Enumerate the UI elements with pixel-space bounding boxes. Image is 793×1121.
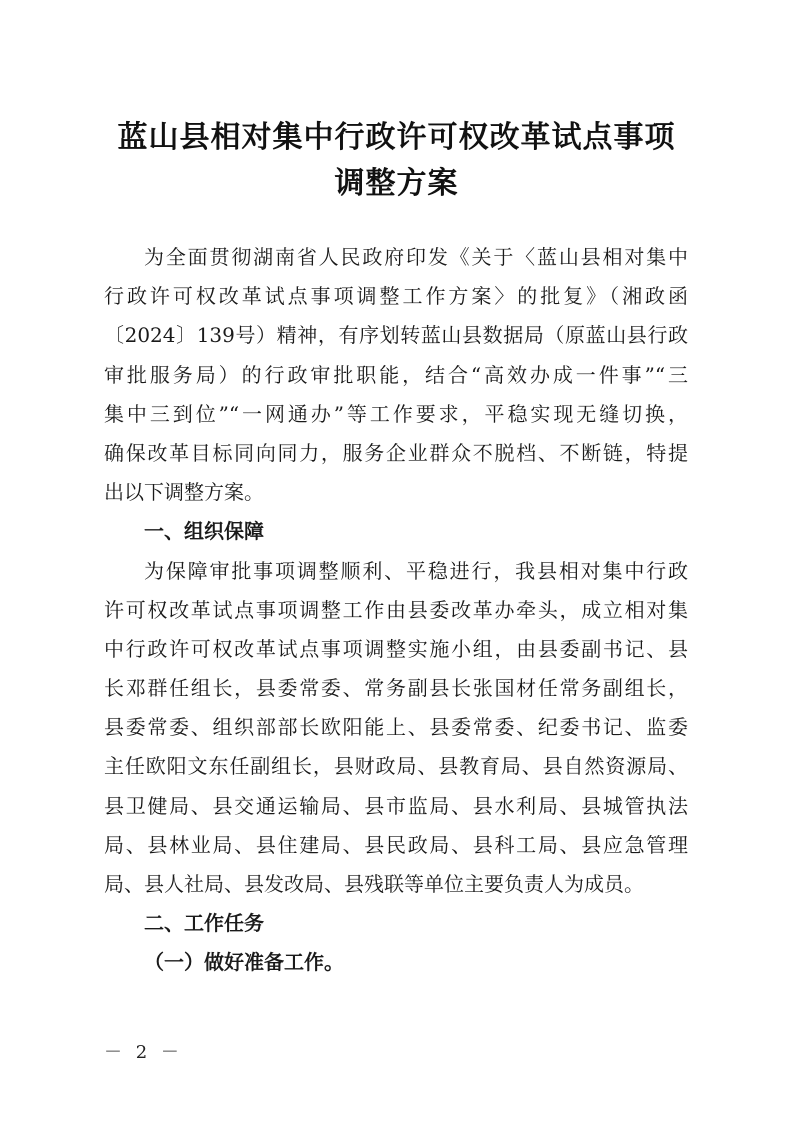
paragraph-2-line: 为保障审批事项调整顺利、平稳进行，我县相对集中行政 bbox=[144, 558, 688, 583]
document-title-line-2: 调整方案 bbox=[334, 166, 459, 201]
document-body bbox=[104, 238, 688, 983]
document-title-line-1: 蓝山县相对集中行政许可权改革试点事项 bbox=[117, 120, 676, 155]
paragraph-1-line: 出以下调整方案。 bbox=[104, 480, 264, 505]
paragraph-2-line: 许可权改革试点事项调整工作由县委改革办牵头，成立相对集 bbox=[104, 597, 688, 622]
paragraph-2-line: 县委常委、组织部部长欧阳能上、县委常委、纪委书记、监委 bbox=[104, 715, 688, 740]
paragraph-1-line: 集中三到位”“一网通办”等工作要求，平稳实现无缝切换， bbox=[104, 401, 688, 426]
paragraph-1-line: 审批服务局）的行政审批职能，结合“高效办成一件事”“三 bbox=[104, 362, 688, 387]
paragraph-1-line: 行政许可权改革试点事项调整工作方案〉的批复》（湘政函 bbox=[104, 284, 688, 309]
paragraph-1-line: 确保改革目标同向同力，服务企业群众不脱档、不断链，特提 bbox=[104, 440, 688, 465]
paragraph-2-line: 县卫健局、县交通运输局、县市监局、县水利局、县城管执法 bbox=[104, 793, 688, 818]
subsection-1-heading: （一）做好准备工作。 bbox=[144, 950, 344, 975]
paragraph-2-line: 主任欧阳文东任副组长，县财政局、县教育局、县自然资源局、 bbox=[104, 754, 688, 779]
section-1-heading: 一、组织保障 bbox=[144, 519, 264, 544]
page-number: － 2 － bbox=[104, 1042, 183, 1063]
section-2-heading: 二、工作任务 bbox=[144, 911, 264, 936]
paragraph-1-line: 〔2024〕139号）精神，有序划转蓝山县数据局（原蓝山县行政 bbox=[104, 323, 688, 348]
paragraph-2-line: 中行政许可权改革试点事项调整实施小组，由县委副书记、县 bbox=[104, 636, 688, 661]
paragraph-1-line: 为全面贯彻湖南省人民政府印发《关于〈蓝山县相对集中 bbox=[144, 245, 688, 269]
paragraph-2-line: 长邓群任组长，县委常委、常务副县长张国材任常务副组长， bbox=[104, 676, 688, 701]
paragraph-2-line: 局、县林业局、县住建局、县民政局、县科工局、县应急管理 bbox=[104, 832, 688, 857]
paragraph-2-line: 局、县人社局、县发改局、县残联等单位主要负责人为成员。 bbox=[104, 872, 644, 896]
